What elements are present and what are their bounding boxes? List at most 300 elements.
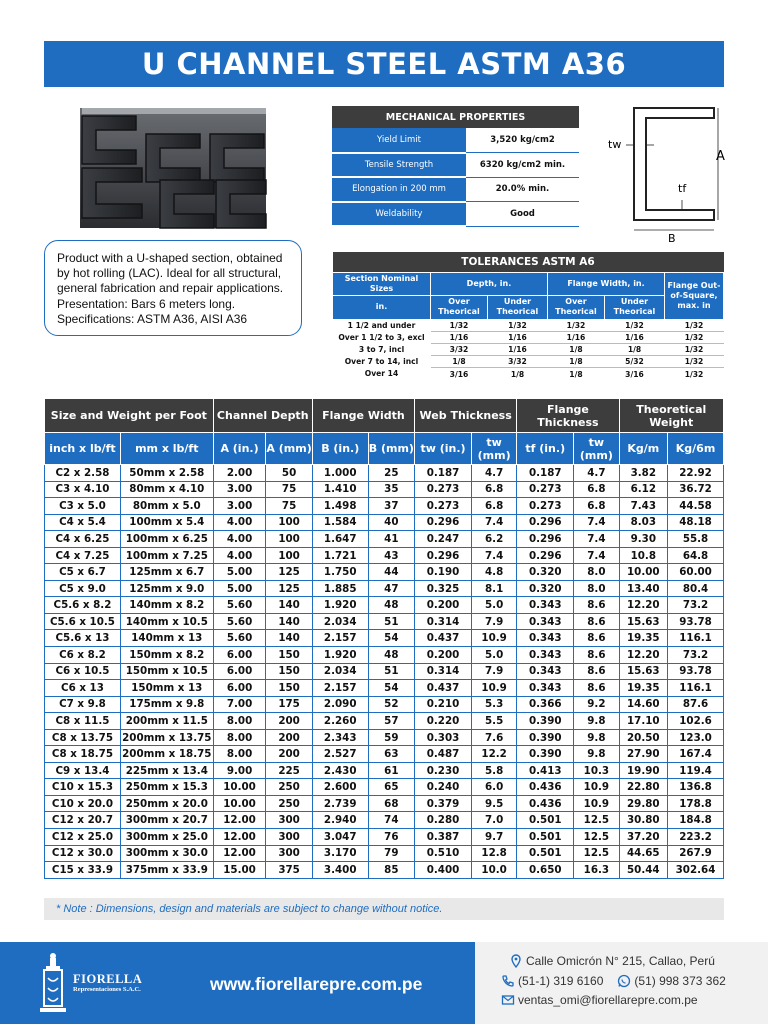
table-cell: 100mm x 6.25 [120, 531, 213, 548]
table-cell: 48.18 [668, 514, 724, 531]
tolerance-cell: Over 7 to 14, incl [344, 357, 419, 367]
table-cell: C12 x 30.0 [45, 845, 121, 862]
tolerance-row [333, 319, 724, 331]
table-cell: 1.498 [312, 498, 368, 515]
dim-tw-label: tw [608, 138, 622, 151]
mech-label: Elongation in 200 mm [332, 177, 466, 202]
tol-col-depth: Depth, in. [431, 272, 548, 295]
table-cell: 79 [368, 845, 414, 862]
table-cell: C5 x 6.7 [45, 564, 121, 581]
table-cell: 100 [266, 514, 312, 531]
table-cell: 0.320 [517, 580, 574, 597]
table-cell: 136.8 [668, 779, 724, 796]
tolerance-row [333, 368, 724, 380]
tolerance-cell: 1/32 [487, 319, 547, 331]
tol-col-section-unit: in. [333, 295, 431, 319]
description-line: general fabrication and repair applications. [57, 281, 284, 296]
table-cell: 300 [266, 829, 312, 846]
mech-value: Good [466, 202, 579, 227]
tolerance-cell: 1/8 [547, 368, 604, 380]
table-cell: 48 [368, 647, 414, 664]
table-cell: 0.437 [415, 680, 472, 697]
table-row [45, 795, 724, 812]
table-cell: 8.6 [574, 680, 619, 697]
table-cell: 184.8 [668, 812, 724, 829]
table-cell: 55.8 [668, 531, 724, 548]
table-cell: 0.501 [517, 845, 574, 862]
table-cell: 2.157 [312, 680, 368, 697]
tolerances-title: TOLERANCES ASTM A6 [333, 252, 724, 272]
table-cell: 10.8 [619, 547, 668, 564]
table-row [45, 845, 724, 862]
table-cell: 80.4 [668, 580, 724, 597]
table-cell: 0.314 [415, 663, 472, 680]
email-icon [501, 993, 515, 1007]
table-cell: 16.3 [574, 862, 619, 879]
group-depth: Channel Depth [213, 399, 312, 433]
table-cell: 0.400 [415, 862, 472, 879]
table-cell: 250mm x 15.3 [120, 779, 213, 796]
table-cell: 6.2 [471, 531, 516, 548]
location-pin-icon [509, 954, 523, 968]
table-cell: 8.00 [213, 713, 266, 730]
table-cell: C5.6 x 13 [45, 630, 121, 647]
column-header: tw (mm) [471, 433, 516, 465]
table-cell: 178.8 [668, 795, 724, 812]
table-cell: 12.5 [574, 845, 619, 862]
table-cell: 1.584 [312, 514, 368, 531]
table-cell: C9 x 13.4 [45, 762, 121, 779]
table-row [45, 663, 724, 680]
table-cell: 1.721 [312, 547, 368, 564]
table-cell: 140mm x 8.2 [120, 597, 213, 614]
table-cell: 375 [266, 862, 312, 879]
table-cell: 37 [368, 498, 414, 515]
table-cell: 10.0 [471, 862, 516, 879]
table-cell: 7.9 [471, 663, 516, 680]
group-web: Web Thickness [415, 399, 517, 433]
table-cell: 4.00 [213, 547, 266, 564]
table-cell: 50 [266, 465, 312, 482]
table-cell: 2.00 [213, 465, 266, 482]
table-cell: 0.436 [517, 779, 574, 796]
tolerance-cell: 3/32 [431, 343, 488, 355]
table-row [45, 564, 724, 581]
tolerance-cell: 1/32 [431, 319, 488, 331]
table-cell: 54 [368, 680, 414, 697]
column-header: A (in.) [213, 433, 266, 465]
dim-a-label: A [716, 149, 725, 164]
table-cell: 300 [266, 812, 312, 829]
tolerance-cell: 1/16 [431, 331, 488, 343]
table-cell: 12.00 [213, 845, 266, 862]
table-row [45, 647, 724, 664]
table-cell: 2.034 [312, 663, 368, 680]
table-cell: 4.7 [574, 465, 619, 482]
table-cell: C6 x 10.5 [45, 663, 121, 680]
table-cell: 0.210 [415, 696, 472, 713]
table-cell: 5.60 [213, 630, 266, 647]
mech-value: 6320 kg/cm2 min. [466, 153, 579, 178]
table-cell: 140mm x 10.5 [120, 613, 213, 630]
table-cell: 8.0 [574, 564, 619, 581]
table-cell: 57 [368, 713, 414, 730]
brand-subtitle: Representaciones S.A.C. [73, 986, 141, 993]
table-cell: 0.650 [517, 862, 574, 879]
table-cell: 41 [368, 531, 414, 548]
table-cell: 76 [368, 829, 414, 846]
table-cell: 175 [266, 696, 312, 713]
dim-tf-label: tf [678, 182, 687, 195]
tolerance-cell: 1/8 [487, 368, 547, 380]
table-cell: C6 x 8.2 [45, 647, 121, 664]
tolerance-cell: 1/32 [665, 356, 724, 368]
mech-value: 3,520 kg/cm2 [466, 128, 579, 153]
table-cell: 5.0 [471, 647, 516, 664]
table-cell: 2.157 [312, 630, 368, 647]
mech-value: 20.0% min. [466, 177, 579, 202]
table-cell: 51 [368, 663, 414, 680]
table-cell: 200 [266, 713, 312, 730]
table-cell: 44 [368, 564, 414, 581]
table-cell: 0.314 [415, 613, 472, 630]
table-cell: 0.296 [517, 547, 574, 564]
table-cell: 0.436 [517, 795, 574, 812]
table-cell: C3 x 4.10 [45, 481, 121, 498]
table-cell: 9.7 [471, 829, 516, 846]
mech-label: Tensile Strength [332, 153, 466, 178]
table-cell: 200mm x 13.75 [120, 729, 213, 746]
table-cell: 12.2 [471, 746, 516, 763]
table-cell: 9.8 [574, 713, 619, 730]
table-cell: 6.00 [213, 647, 266, 664]
table-cell: 14.60 [619, 696, 668, 713]
table-cell: 0.296 [517, 514, 574, 531]
table-cell: 267.9 [668, 845, 724, 862]
table-row [45, 746, 724, 763]
tolerance-cell: 1/8 [431, 356, 488, 368]
table-cell: 150mm x 10.5 [120, 663, 213, 680]
table-cell: 35 [368, 481, 414, 498]
table-cell: 7.6 [471, 729, 516, 746]
table-cell: 12.20 [619, 647, 668, 664]
table-cell: 1.750 [312, 564, 368, 581]
tolerance-cell: 1/8 [547, 343, 604, 355]
description-line: Product with a U-shaped section, obtained [57, 251, 283, 265]
table-cell: 2.600 [312, 779, 368, 796]
table-cell: 0.320 [517, 564, 574, 581]
group-flange-thickness: Flange Thickness [517, 399, 619, 433]
table-cell: 20.50 [619, 729, 668, 746]
table-cell: 0.230 [415, 762, 472, 779]
table-cell: 8.00 [213, 729, 266, 746]
table-cell: C4 x 7.25 [45, 547, 121, 564]
table-row [45, 613, 724, 630]
tol-col-square: Flange Out-of-Square, max. in [665, 272, 724, 319]
tol-under: Under Theorical [487, 295, 547, 319]
table-cell: 1.000 [312, 465, 368, 482]
table-cell: 250mm x 20.0 [120, 795, 213, 812]
table-cell: 125mm x 6.7 [120, 564, 213, 581]
table-cell: 54 [368, 630, 414, 647]
table-cell: 140 [266, 597, 312, 614]
table-cell: 10.3 [574, 762, 619, 779]
table-cell: 74 [368, 812, 414, 829]
tolerance-cell: 1/16 [487, 343, 547, 355]
table-cell: 0.296 [415, 514, 472, 531]
whatsapp-icon [617, 974, 631, 988]
table-row [45, 680, 724, 697]
table-cell: 8.6 [574, 613, 619, 630]
table-cell: 0.325 [415, 580, 472, 597]
table-cell: 250 [266, 795, 312, 812]
table-cell: 0.390 [517, 713, 574, 730]
table-cell: 250 [266, 779, 312, 796]
mechanical-header: MECHANICAL PROPERTIES [332, 106, 579, 128]
table-cell: 7.4 [574, 547, 619, 564]
tol-col-flange: Flange Width, in. [547, 272, 664, 295]
table-cell: 0.273 [415, 498, 472, 515]
tolerance-row [333, 356, 724, 368]
table-cell: 10.00 [619, 564, 668, 581]
table-cell: C6 x 13 [45, 680, 121, 697]
table-cell: 0.240 [415, 779, 472, 796]
table-cell: 125 [266, 580, 312, 597]
address-row [509, 954, 715, 968]
table-cell: 0.273 [415, 481, 472, 498]
table-cell: 2.430 [312, 762, 368, 779]
tol-over: Over Theorical [547, 295, 604, 319]
table-cell: 44.58 [668, 498, 724, 515]
table-cell: 5.60 [213, 613, 266, 630]
table-row [45, 547, 724, 564]
table-cell: 4.00 [213, 531, 266, 548]
table-cell: 125 [266, 564, 312, 581]
table-cell: 0.187 [415, 465, 472, 482]
tolerance-cell: 1/16 [604, 331, 664, 343]
table-cell: 5.60 [213, 597, 266, 614]
table-cell: 12.5 [574, 812, 619, 829]
table-cell: 0.247 [415, 531, 472, 548]
email-text[interactable]: ventas_omi@fiorellarepre.com.pe [518, 993, 698, 1007]
table-cell: 17.10 [619, 713, 668, 730]
table-cell: 123.0 [668, 729, 724, 746]
table-cell: 5.5 [471, 713, 516, 730]
table-cell: C10 x 20.0 [45, 795, 121, 812]
size-weight-table [44, 398, 724, 879]
tolerance-cell: 1/8 [604, 343, 664, 355]
table-cell: 6.12 [619, 481, 668, 498]
table-cell: 13.40 [619, 580, 668, 597]
table-row [45, 498, 724, 515]
table-cell: 150 [266, 647, 312, 664]
table-cell: 7.00 [213, 696, 266, 713]
table-cell: 0.200 [415, 597, 472, 614]
tolerance-cell: 1/32 [665, 368, 724, 380]
tolerance-row [333, 343, 724, 355]
table-cell: 300 [266, 845, 312, 862]
table-cell: 150 [266, 680, 312, 697]
table-cell: 9.00 [213, 762, 266, 779]
table-cell: 47 [368, 580, 414, 597]
table-cell: 5.0 [471, 597, 516, 614]
table-cell: 9.5 [471, 795, 516, 812]
table-cell: 1.920 [312, 597, 368, 614]
table-cell: 0.343 [517, 613, 574, 630]
table-cell: 150mm x 13 [120, 680, 213, 697]
group-size: Size and Weight per Foot [45, 399, 214, 433]
table-cell: 9.30 [619, 531, 668, 548]
table-cell: 200 [266, 746, 312, 763]
table-cell: 50.44 [619, 862, 668, 879]
brand-name: FIORELLA [73, 972, 143, 986]
table-cell: 15.63 [619, 613, 668, 630]
disclaimer-note: * Note : Dimensions, design and materials are subject to change without notice. [44, 898, 724, 920]
table-cell: 52 [368, 696, 414, 713]
table-cell: 15.00 [213, 862, 266, 879]
table-cell: C8 x 18.75 [45, 746, 121, 763]
mech-label: Yield Limit [332, 128, 466, 153]
page-title: U CHANNEL STEEL ASTM A36 [44, 41, 724, 87]
table-cell: 6.8 [471, 498, 516, 515]
column-header: Kg/m [619, 433, 668, 465]
table-cell: 116.1 [668, 680, 724, 697]
table-row [45, 713, 724, 730]
table-cell: 6.8 [471, 481, 516, 498]
tolerance-row [333, 331, 724, 343]
table-cell: 37.20 [619, 829, 668, 846]
table-cell: 140 [266, 613, 312, 630]
table-cell: C2 x 2.58 [45, 465, 121, 482]
table-cell: 300mm x 20.7 [120, 812, 213, 829]
table-cell: 10.9 [471, 630, 516, 647]
table-row [45, 829, 724, 846]
table-cell: C12 x 25.0 [45, 829, 121, 846]
table-cell: 40 [368, 514, 414, 531]
table-cell: 19.35 [619, 680, 668, 697]
column-header: B (mm) [368, 433, 414, 465]
table-cell: 4.8 [471, 564, 516, 581]
table-cell: 87.6 [668, 696, 724, 713]
table-cell: 200mm x 11.5 [120, 713, 213, 730]
table-cell: 0.501 [517, 812, 574, 829]
column-header: A (mm) [266, 433, 312, 465]
table-cell: 64.8 [668, 547, 724, 564]
table-cell: 8.0 [574, 580, 619, 597]
table-cell: 7.4 [574, 514, 619, 531]
column-header: mm x lb/ft [120, 433, 213, 465]
table-cell: 150mm x 8.2 [120, 647, 213, 664]
table-cell: 3.047 [312, 829, 368, 846]
table-cell: 225mm x 13.4 [120, 762, 213, 779]
tolerance-cell: 1 1/2 and under [347, 320, 416, 330]
table-cell: 22.80 [619, 779, 668, 796]
group-weight: Theoretical Weight [619, 399, 723, 433]
product-description [44, 240, 302, 336]
table-cell: 140mm x 13 [120, 630, 213, 647]
mech-label: Weldability [332, 202, 466, 227]
table-cell: 61 [368, 762, 414, 779]
table-cell: 4.7 [471, 465, 516, 482]
table-cell: 8.6 [574, 663, 619, 680]
table-cell: 36.72 [668, 481, 724, 498]
table-cell: 51 [368, 613, 414, 630]
description-line: Specifications: ASTM A36, AISI A36 [57, 311, 248, 326]
table-row [45, 696, 724, 713]
table-cell: 3.00 [213, 498, 266, 515]
table-row [45, 862, 724, 879]
table-cell: 9.2 [574, 696, 619, 713]
mechanical-properties-table [332, 106, 579, 227]
table-cell: 0.296 [517, 531, 574, 548]
table-cell: 5.00 [213, 564, 266, 581]
table-cell: 175mm x 9.8 [120, 696, 213, 713]
table-cell: 93.78 [668, 613, 724, 630]
table-cell: 4.00 [213, 514, 266, 531]
table-cell: 3.82 [619, 465, 668, 482]
table-cell: 7.4 [471, 547, 516, 564]
table-cell: 75 [266, 498, 312, 515]
website-link[interactable]: www.fiorellarepre.com.pe [210, 974, 423, 994]
table-cell: 0.390 [517, 729, 574, 746]
table-cell: C5.6 x 10.5 [45, 613, 121, 630]
table-cell: 0.413 [517, 762, 574, 779]
table-cell: 0.273 [517, 498, 574, 515]
group-flange: Flange Width [312, 399, 414, 433]
table-cell: 200mm x 18.75 [120, 746, 213, 763]
table-cell: 7.4 [471, 514, 516, 531]
table-cell: 0.303 [415, 729, 472, 746]
table-cell: 10.00 [213, 795, 266, 812]
table-cell: 2.527 [312, 746, 368, 763]
table-cell: 150 [266, 663, 312, 680]
table-cell: 12.00 [213, 812, 266, 829]
tol-under: Under Theorical [604, 295, 664, 319]
phone-row [501, 974, 726, 988]
table-cell: 0.390 [517, 746, 574, 763]
table-cell: 0.190 [415, 564, 472, 581]
table-row [45, 465, 724, 482]
table-cell: 30.80 [619, 812, 668, 829]
table-cell: 10.9 [574, 779, 619, 796]
table-cell: 73.2 [668, 597, 724, 614]
table-cell: 125mm x 9.0 [120, 580, 213, 597]
table-cell: C3 x 5.0 [45, 498, 121, 515]
phone-text[interactable]: (51-1) 319 6160 [518, 974, 604, 988]
table-cell: C15 x 33.9 [45, 862, 121, 879]
table-cell: 300mm x 30.0 [120, 845, 213, 862]
tolerance-cell: Over 14 [364, 369, 399, 379]
table-cell: 12.8 [471, 845, 516, 862]
tolerance-cell: 3/16 [431, 368, 488, 380]
table-cell: 0.501 [517, 829, 574, 846]
table-cell: 6.8 [574, 498, 619, 515]
table-cell: 0.187 [517, 465, 574, 482]
table-row [45, 812, 724, 829]
table-cell: C12 x 20.7 [45, 812, 121, 829]
table-cell: 10.9 [471, 680, 516, 697]
description-line: by hot rolling (LAC). Ideal for all structural, [57, 266, 282, 281]
table-cell: 0.487 [415, 746, 472, 763]
whatsapp-text[interactable]: (51) 998 373 362 [634, 974, 726, 988]
tolerance-cell: 1/8 [547, 356, 604, 368]
table-cell: 10.9 [574, 795, 619, 812]
table-cell: 1.885 [312, 580, 368, 597]
tolerance-cell: 5/32 [604, 356, 664, 368]
tolerance-cell: 1/32 [665, 331, 724, 343]
table-cell: 50mm x 2.58 [120, 465, 213, 482]
table-cell: 100mm x 7.25 [120, 547, 213, 564]
